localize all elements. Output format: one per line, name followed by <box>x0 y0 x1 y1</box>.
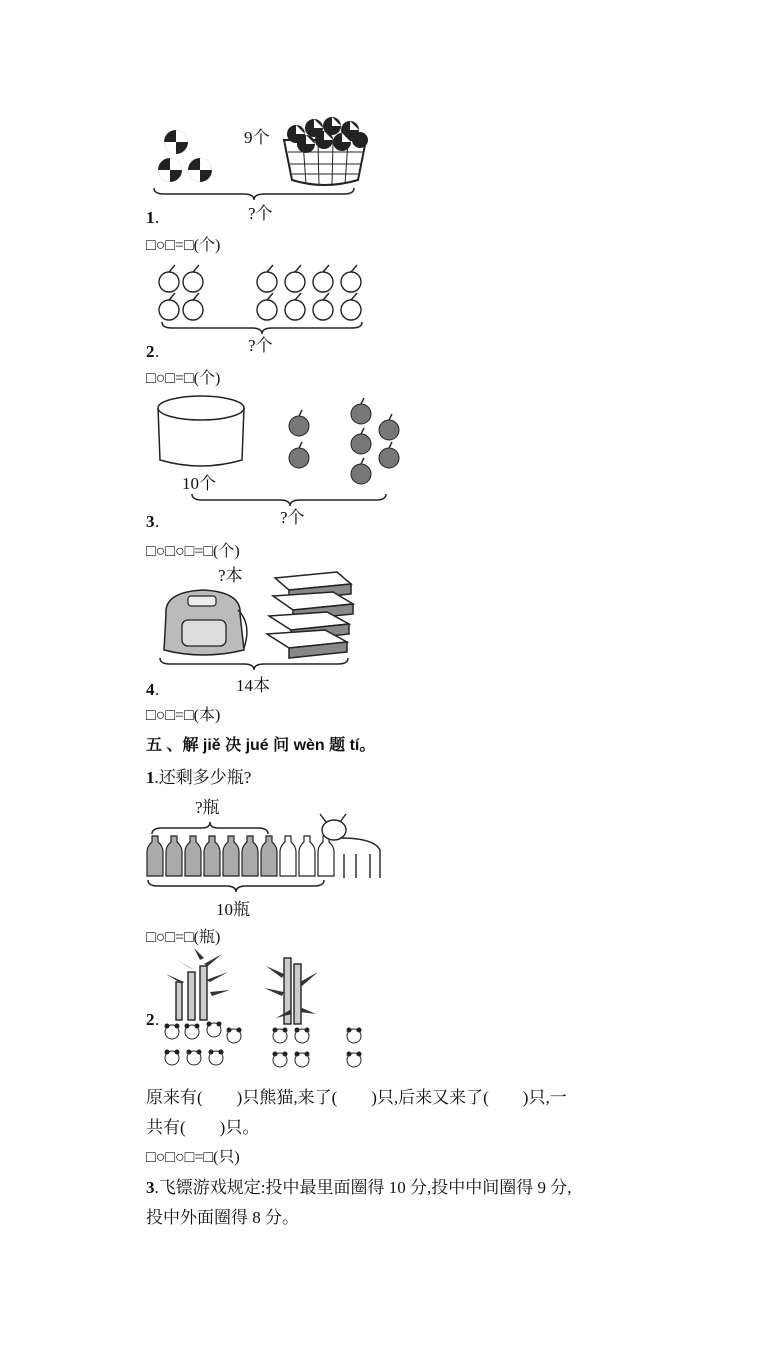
s5q1-bottom-brace <box>146 878 331 894</box>
pandas-illustration <box>162 1022 377 1072</box>
s5q3-line2: 投中外面圈得 8 分。 <box>146 1208 299 1227</box>
problem3-number-dot: . <box>155 512 160 531</box>
s5q3-line1 <box>146 1178 571 1198</box>
s5q2-number-dot: . <box>155 1010 160 1029</box>
problem4-brace <box>158 656 353 672</box>
s5q1-text: .还剩多少瓶? <box>154 768 252 787</box>
problem4-bottom-label: 14本 <box>236 676 270 695</box>
loose-apples-illustration <box>285 400 405 490</box>
problem3-bottom-label: ?个 <box>280 508 305 527</box>
bamboo-right-illustration <box>262 952 322 1027</box>
problem2-equation: □○□=□(个) <box>146 370 221 387</box>
problem1-top-label: 9个 <box>244 128 270 147</box>
s5q1-prompt <box>146 768 251 788</box>
apples-illustration <box>155 262 385 327</box>
problem1-brace <box>152 186 357 202</box>
problem4-top-label: ?本 <box>218 566 243 585</box>
s5q3-text-line1: .飞镖游戏规定:投中最里面圈得 10 分,投中中间圈得 9 分, <box>154 1178 572 1197</box>
problem3-brace <box>190 492 390 508</box>
problem2-bottom-label: ?个 <box>248 336 273 355</box>
s5q1-equation: □○□=□(瓶) <box>146 929 221 946</box>
bamboo-left-illustration <box>164 952 234 1022</box>
book-stack-illustration <box>265 568 360 658</box>
schoolbag-illustration <box>158 584 253 659</box>
problem1-equation: □○□=□(个) <box>146 237 221 254</box>
s5q2-line1: 原来有( )只熊猫,来了( )只,后来又来了( )只,一 <box>146 1088 567 1107</box>
candy-basket-illustration <box>278 112 373 187</box>
section5-heading: 五 、解 jiě 决 jué 问 wèn 题 tí。 <box>146 737 376 754</box>
s5q3-number: 3 <box>146 1178 155 1197</box>
covered-box-illustration <box>156 394 251 474</box>
problem1-number-dot: . <box>155 208 160 227</box>
problem1-bottom-label: ?个 <box>248 204 273 223</box>
s5q1-bottom-label: 10瓶 <box>216 900 250 919</box>
problem2-number-dot: . <box>155 342 160 361</box>
s5q2-equation: □○□○□=□(只) <box>146 1149 240 1166</box>
problem2-brace <box>160 320 365 336</box>
problem3-equation: □○□○□=□(个) <box>146 543 240 560</box>
problem3-left-label: 10个 <box>182 474 216 493</box>
bottles-and-deer-illustration <box>144 820 394 880</box>
problem4-equation: □○□=□(本) <box>146 707 221 724</box>
problem3-number: 3 <box>146 512 155 531</box>
problem4-number-dot: . <box>155 680 160 699</box>
problem4-number: 4 <box>146 680 155 699</box>
problem2-number: 2 <box>146 342 155 361</box>
problem1-number: 1 <box>146 208 155 227</box>
s5q2-number: 2 <box>146 1010 155 1029</box>
s5q1-top-label: ?瓶 <box>195 798 220 817</box>
candy-group-illustration <box>150 120 230 190</box>
s5q2-line2: 共有( )只。 <box>146 1118 260 1137</box>
s5q1-number: 1 <box>146 768 155 787</box>
